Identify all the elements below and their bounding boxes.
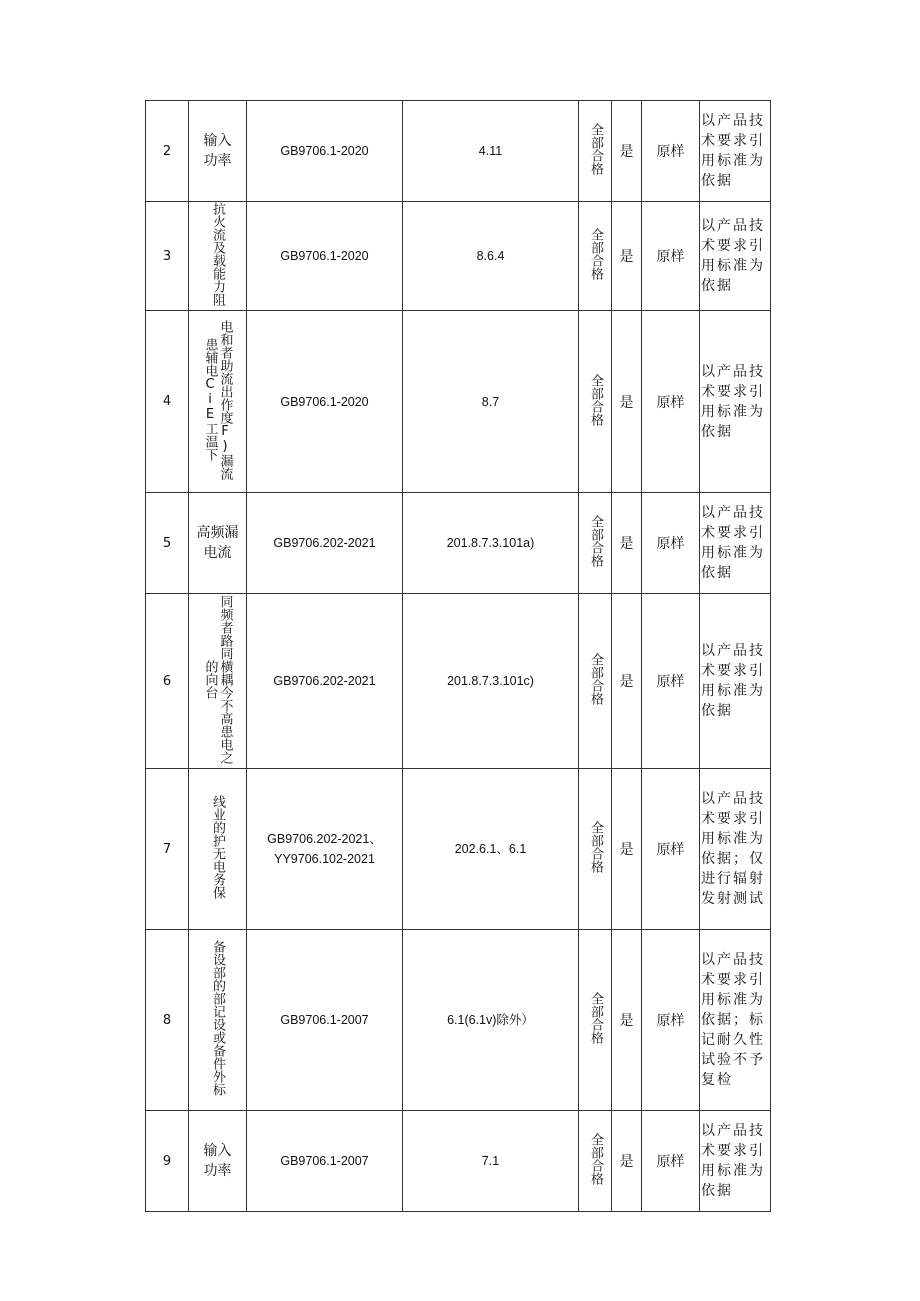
item-name: 输入功率 xyxy=(203,1143,232,1179)
clause-number: 201.8.7.3.101c) xyxy=(403,594,579,769)
row-number: 4 xyxy=(146,311,189,493)
standard-code: GB9706.1-2020 xyxy=(247,202,403,311)
clause-number: 201.8.7.3.101a) xyxy=(403,493,579,594)
row-number: 8 xyxy=(146,930,189,1111)
item-name: 备设部的部记设或备件外标 xyxy=(210,940,225,1096)
remark: 以产品技术要求引用标准为依据 xyxy=(700,493,771,594)
compliance-flag: 是 xyxy=(612,101,642,202)
compliance-flag: 是 xyxy=(612,930,642,1111)
table-row xyxy=(146,311,771,493)
clause-number: 4.11 xyxy=(403,101,579,202)
sample-state: 原样 xyxy=(642,1111,700,1212)
compliance-flag: 是 xyxy=(612,493,642,594)
clause-number: 8.6.4 xyxy=(403,202,579,311)
standard-code: GB9706.1-2007 xyxy=(247,1111,403,1212)
remark: 以产品技术要求引用标准为依据；仅进行辐射发射测试 xyxy=(700,769,771,930)
row-number: 9 xyxy=(146,1111,189,1212)
standard-code: GB9706.1-2007 xyxy=(247,930,403,1111)
sample-state: 原样 xyxy=(642,202,700,311)
table-row xyxy=(146,594,771,769)
table-row xyxy=(146,101,771,202)
compliance-flag: 是 xyxy=(612,1111,642,1212)
row-number: 3 xyxy=(146,202,189,311)
clause-number: 6.1(6.1v)除外） xyxy=(403,930,579,1111)
standard-code: GB9706.202-2021 xyxy=(247,594,403,769)
table-row xyxy=(146,769,771,930)
remark: 以产品技术要求引用标准为依据 xyxy=(700,101,771,202)
item-name: 高频漏电流 xyxy=(196,525,239,561)
compliance-flag: 是 xyxy=(612,769,642,930)
remark: 以产品技术要求引用标准为依据；标记耐久性试验不予复检 xyxy=(700,930,771,1111)
compliance-flag: 是 xyxy=(612,594,642,769)
item-name: 抗火流及载能力阻 xyxy=(210,202,225,306)
row-number: 6 xyxy=(146,594,189,769)
inspection-results-table xyxy=(145,100,771,1212)
conclusion: 全部合格 xyxy=(588,373,603,426)
table-row xyxy=(146,202,771,311)
sample-state: 原样 xyxy=(642,493,700,594)
conclusion: 全部合格 xyxy=(588,992,603,1044)
clause-number: 8.7 xyxy=(403,311,579,493)
item-name: 电和者助流出作度F)漏流患辅电CiE工温下 xyxy=(202,319,233,480)
row-number: 2 xyxy=(146,101,189,202)
standard-code: GB9706.202-2021 xyxy=(247,493,403,594)
clause-number: 7.1 xyxy=(403,1111,579,1212)
conclusion: 全部合格 xyxy=(588,515,603,567)
standard-code: GB9706.202-2021、YY9706.102-2021 xyxy=(247,769,403,930)
clause-number: 202.6.1、6.1 xyxy=(403,769,579,930)
remark: 以产品技术要求引用标准为依据 xyxy=(700,311,771,493)
conclusion: 全部合格 xyxy=(588,1133,603,1185)
sample-state: 原样 xyxy=(642,930,700,1111)
conclusion: 全部合格 xyxy=(588,123,603,175)
table-row xyxy=(146,493,771,594)
standard-code: GB9706.1-2020 xyxy=(247,101,403,202)
row-number: 7 xyxy=(146,769,189,930)
table-row xyxy=(146,1111,771,1212)
conclusion: 全部合格 xyxy=(588,653,603,705)
sample-state: 原样 xyxy=(642,101,700,202)
sample-state: 原样 xyxy=(642,311,700,493)
sample-state: 原样 xyxy=(642,594,700,769)
sample-state: 原样 xyxy=(642,769,700,930)
remark: 以产品技术要求引用标准为依据 xyxy=(700,202,771,311)
remark: 以产品技术要求引用标准为依据 xyxy=(700,594,771,769)
item-name: 输入功率 xyxy=(203,133,232,169)
conclusion: 全部合格 xyxy=(588,821,603,873)
compliance-flag: 是 xyxy=(612,311,642,493)
row-number: 5 xyxy=(146,493,189,594)
item-name: 同频者路同横耦今不高患电之的向台 xyxy=(202,594,233,764)
conclusion: 全部合格 xyxy=(588,228,603,280)
standard-code: GB9706.1-2020 xyxy=(247,311,403,493)
remark: 以产品技术要求引用标准为依据 xyxy=(700,1111,771,1212)
item-name: 线业的护无电务保 xyxy=(210,795,225,899)
compliance-flag: 是 xyxy=(612,202,642,311)
table-row xyxy=(146,930,771,1111)
